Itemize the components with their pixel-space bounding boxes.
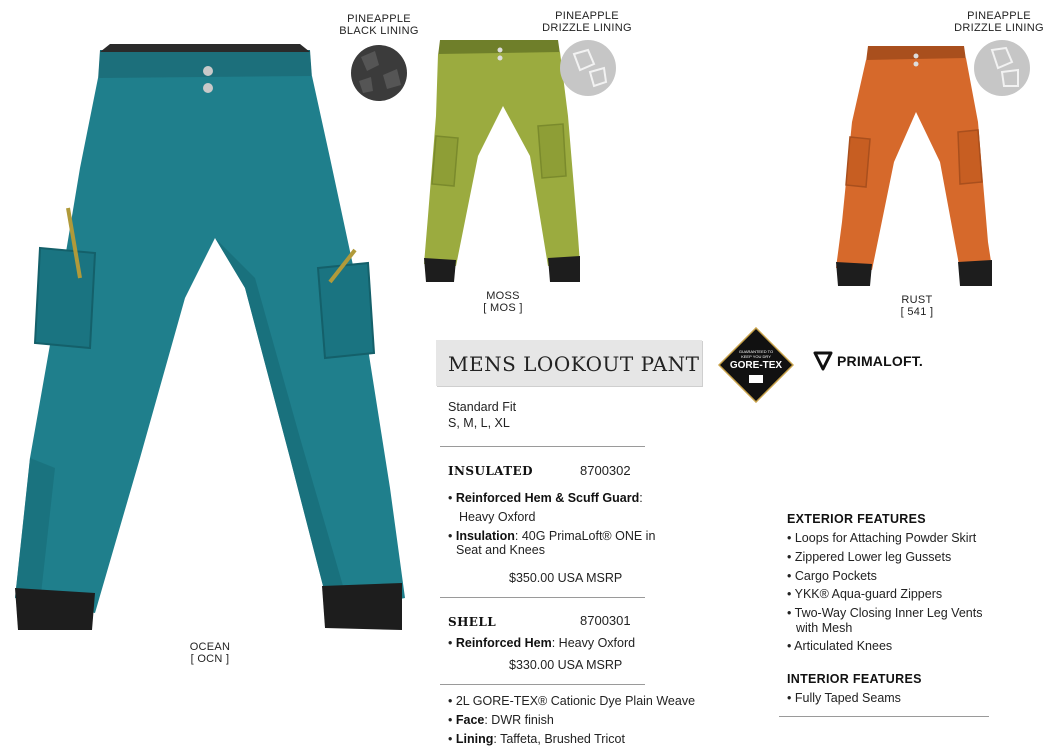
goretex-badge <box>718 327 794 403</box>
insulated-bullet-cont <box>459 510 535 525</box>
exterior-item: • Cargo Pockets <box>787 569 877 583</box>
colorway-name: MOSS <box>486 290 520 302</box>
interior-item: • Fully Taped Seams <box>787 691 901 705</box>
colorway-code: [ MOS ] <box>483 302 523 314</box>
bullet-text: : Heavy Oxford <box>551 636 636 650</box>
material-bullet: • Face: DWR finish <box>448 713 554 727</box>
interior-heading: INTERIOR FEATURES <box>787 672 922 686</box>
exterior-item: • YKK® Aqua-guard Zippers <box>787 587 943 601</box>
exterior-item-cont <box>796 621 852 636</box>
bullet-text: : Taffeta, Brushed Tricot <box>493 732 625 746</box>
colorway-rust <box>877 294 957 318</box>
colorway-code: [ OCN ] <box>190 653 230 665</box>
bullet-text: : 40G PrimaLoft® ONE in <box>514 529 656 543</box>
shell-price: $330.00 USA MSRP <box>509 658 623 672</box>
insulated-bullet: • Reinforced Hem & Scuff Guard: <box>448 491 643 505</box>
bullet-text: 2L GORE-TEX® Cationic Dye Plain Weave <box>455 694 696 708</box>
product-title: MENS LOOKOUT PANT <box>448 352 700 376</box>
colorway-moss <box>463 290 543 314</box>
goretex-name: GORE-TEX <box>729 360 783 371</box>
bullet-bold: Reinforced Hem <box>455 636 552 650</box>
divider <box>440 446 645 447</box>
divider <box>440 684 645 685</box>
colorway-ocean <box>170 641 250 665</box>
shell-heading: SHELL <box>448 615 497 629</box>
primaloft-icon <box>813 351 833 371</box>
swatch-drizzle-lining-2 <box>974 40 1030 96</box>
colorway-name: OCEAN <box>189 641 231 653</box>
sizes-text: S, M, L, XL <box>448 416 510 430</box>
colorway-code: [ 541 ] <box>900 306 934 318</box>
swatch-label-1: PINEAPPLE BLACK LINING <box>339 13 419 37</box>
divider <box>779 716 989 717</box>
swatch-drizzle-lining-1 <box>560 40 616 96</box>
insulated-price: $350.00 USA MSRP <box>509 571 623 585</box>
goretex-mini-logo <box>749 375 763 383</box>
swatch-black-lining <box>351 45 407 101</box>
fit-text: Standard Fit <box>448 400 517 414</box>
shell-bullet: • Reinforced Hem: Heavy Oxford <box>448 636 636 650</box>
insulated-heading: INSULATED <box>448 464 533 478</box>
insulated-bullet: • Insulation: 40G PrimaLoft® ONE in <box>448 529 656 543</box>
bullet-bold: Insulation <box>455 529 515 543</box>
swatch-label-2: PINEAPPLE DRIZZLE LINING <box>542 10 632 34</box>
ocean-pant-image <box>0 38 420 638</box>
feature-text: Cargo Pockets <box>794 569 877 583</box>
feature-text: Loops for Attaching Powder Skirt <box>794 531 977 545</box>
feature-text: with Mesh <box>796 621 853 635</box>
bullet-bold: Lining <box>455 732 494 746</box>
feature-text: Fully Taped Seams <box>794 691 901 705</box>
feature-text: Articulated Knees <box>794 639 893 653</box>
primaloft-text: PRIMALOFT. <box>837 353 923 369</box>
insulated-code: 8700302 <box>580 463 631 478</box>
shell-code: 8700301 <box>580 613 631 628</box>
feature-text: Two-Way Closing Inner Leg Vents <box>794 606 983 620</box>
colorway-name: RUST <box>901 294 933 306</box>
goretex-tagline: GUARANTEED TO KEEP YOU DRY <box>738 349 774 359</box>
exterior-item: • Articulated Knees <box>787 639 893 653</box>
insulated-bullet-cont <box>456 543 545 558</box>
primaloft-logo <box>813 350 923 372</box>
swatch-label-3: PINEAPPLE DRIZZLE LINING <box>954 10 1044 34</box>
rust-pant-image <box>828 42 998 292</box>
bullet-text: Seat and Knees <box>456 543 545 557</box>
bullet-bold: Face <box>455 713 485 727</box>
bullet-text: : DWR finish <box>484 713 554 727</box>
material-bullet: • 2L GORE-TEX® Cationic Dye Plain Weave <box>448 694 696 708</box>
bullet-text: Heavy Oxford <box>459 510 536 524</box>
material-bullet: • Lining: Taffeta, Brushed Tricot <box>448 732 625 746</box>
exterior-item: • Two-Way Closing Inner Leg Vents <box>787 606 983 620</box>
bullet-bold: Reinforced Hem & Scuff Guard <box>455 491 640 505</box>
feature-text: Zippered Lower leg Gussets <box>794 550 952 564</box>
exterior-heading: EXTERIOR FEATURES <box>787 512 926 526</box>
divider <box>440 597 645 598</box>
exterior-item: • Zippered Lower leg Gussets <box>787 550 952 564</box>
feature-text: YKK® Aqua-guard Zippers <box>794 587 943 601</box>
bullet-text: : <box>639 491 643 505</box>
exterior-item: • Loops for Attaching Powder Skirt <box>787 531 977 545</box>
